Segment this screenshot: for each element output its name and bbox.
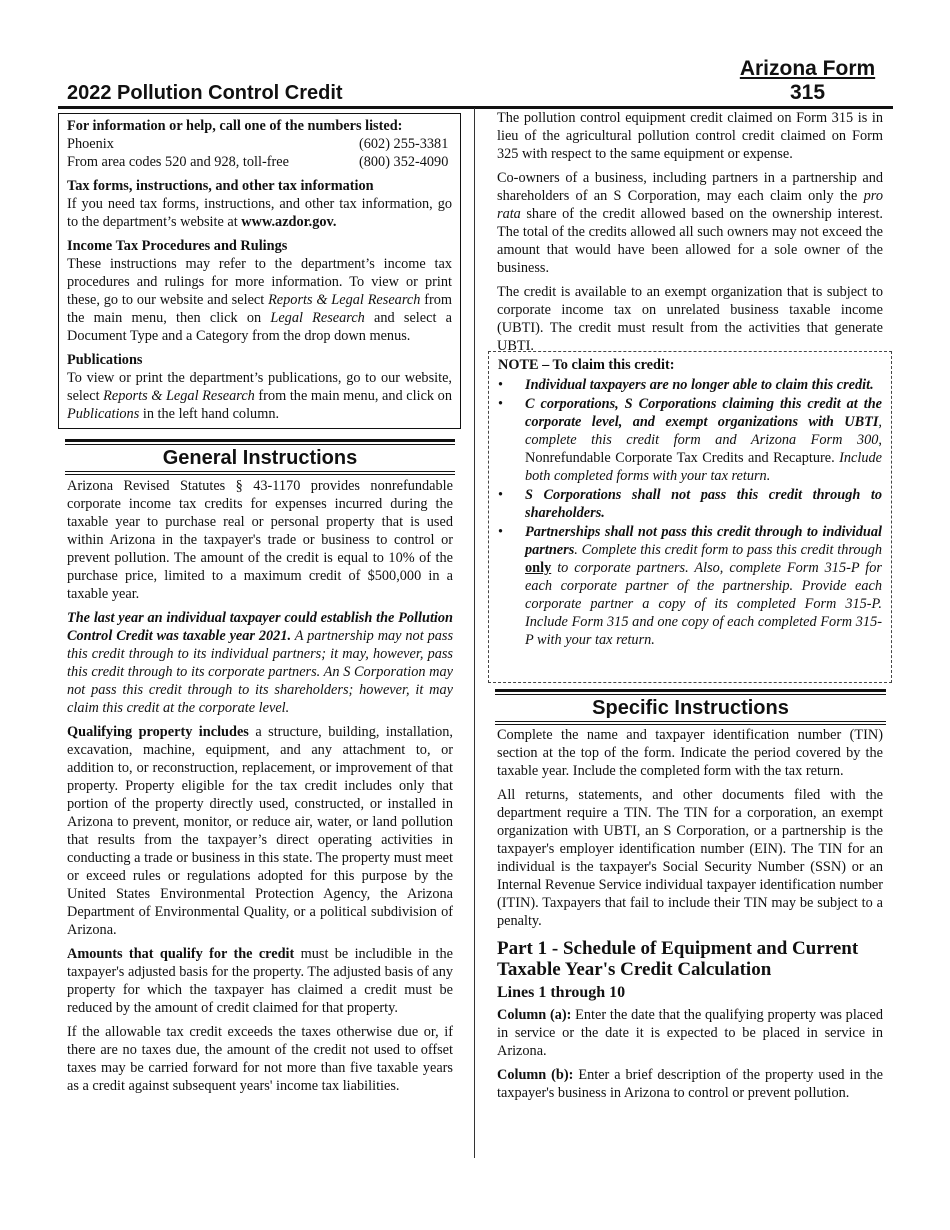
bullet-icon: • (498, 396, 504, 412)
forms-paragraph: If you need tax forms, instructions, and other tax information, go to the department’s website at www.azdor.gov. (67, 196, 452, 230)
specific-paragraph-1: Complete the name and taxpayer identification number (TIN) section at the top of the form. Indicate the period covered by the taxable year. Include the completed form with the tax return. (497, 727, 883, 779)
bullet-icon: • (498, 377, 504, 393)
publications-paragraph: To view or print the department’s publications, go to our website, select Reports & Legal Research from the main menu, and click on Publications in the left hand column. (67, 370, 452, 422)
general-instructions-heading: General Instructions (65, 439, 455, 475)
form-label-line1: Arizona Form (739, 57, 876, 80)
info-call-heading: For information or help, call one of the numbers listed: (67, 118, 403, 134)
reports-legal-research-link: Reports & Legal Research (103, 388, 255, 404)
column-a-paragraph: Column (a): Enter the date that the qualifying property was placed in service or the date it is expected to be placed in service in Arizona. (497, 1007, 883, 1059)
bullet-icon: • (498, 524, 504, 540)
specific-instructions-body (497, 726, 883, 1108)
note-list (498, 376, 882, 649)
general-paragraph-1: Arizona Revised Statutes § 43-1170 provides nonrefundable corporate income tax credits for expenses incurred during the taxable year to purchase real or personal property that is used within Arizona in the taxpayer's trade or business to control or prevent pollution. The amount of the credit is equal to 10% of the purchase price, limited to a maximum credit of $500,000 in a taxable year. (67, 478, 453, 602)
bullet-icon: • (498, 487, 504, 503)
right-column-intro (497, 109, 883, 361)
phone-label: Phoenix (67, 136, 114, 152)
note-heading: NOTE – To claim this credit: (498, 357, 675, 373)
general-paragraph-2: The last year an individual taxpayer could establish the Pollution Control Credit was taxable year 2021. A partnership may not pass this credit through to its individual partners; it may, however, pass this credit through to its corporate partners. An S Corporation may not pass this credit through to its shareholders; however, it may claim this credit at the corporate level. (67, 610, 454, 716)
info-box (58, 113, 461, 429)
specific-instructions-heading: Specific Instructions (495, 689, 886, 725)
note-item: • Individual taxpayers are no longer able to claim this credit. (498, 377, 874, 393)
publications-link: Publications (67, 406, 140, 422)
form-label-line2: 315 (789, 81, 826, 104)
reports-legal-research-link: Reports & Legal Research (268, 292, 421, 308)
general-instructions-body (67, 477, 453, 1101)
form-number (710, 57, 905, 105)
phone-number: (800) 352-4090 (359, 154, 449, 170)
right-paragraph-2: Co-owners of a business, including partners in a partnership and shareholders of an S Corporation, may each claim only the pro rata share of the credit allowed based on the ownership interest. The total of the credits allowed all such owners may not exceed the amount that would have been allowed for a sole owner of the business. (497, 170, 883, 276)
procedures-heading: Income Tax Procedures and Rulings (67, 238, 288, 254)
column-divider (474, 108, 475, 1158)
lines-heading: Lines 1 through 10 (497, 984, 626, 1001)
right-paragraph-3: The credit is available to an exempt organization that is subject to corporate income tax on unrelated business taxable income (UBTI). The credit must result from the activities that generate UBTI. (497, 284, 883, 354)
column-b-paragraph: Column (b): Enter a brief description of the property used in the taxpayer's business in Arizona to control or prevent pollution. (497, 1067, 883, 1101)
note-item: • C corporations, S Corporations claiming this credit at the corporate level, and exempt organizations with UBTI, complete this credit form and Arizona Form 300, Nonrefundable Corporate Tax Credits and Recapture. Include both completed forms with your tax return. (498, 396, 883, 484)
general-paragraph-4: Amounts that qualify for the credit must be includible in the taxpayer's adjusted basis for the property. The adjusted basis of any property for which the taxpayer has claimed a credit must be reduced by the amount of credit claimed for that property. (67, 946, 453, 1016)
legal-research-link: Legal Research (270, 310, 365, 326)
forms-heading: Tax forms, instructions, and other tax information (67, 178, 374, 194)
website-link[interactable]: www.azdor.gov. (241, 214, 337, 230)
page-title: 2022 Pollution Control Credit (67, 82, 343, 104)
part1-heading: Part 1 - Schedule of Equipment and Current Taxable Year's Credit Calculation (497, 938, 859, 980)
procedures-paragraph: These instructions may refer to the department’s income tax procedures and rulings for more information. To view or print these, go to our website and select Reports & Legal Research from the main menu, then click on Legal Research and select a Document Type and a Category from the drop down menus. (67, 256, 453, 344)
note-item: • S Corporations shall not pass this credit through to shareholders. (498, 487, 882, 521)
right-paragraph-1: The pollution control equipment credit claimed on Form 315 is in lieu of the agricultural pollution control credit claimed on Form 325 with respect to the same equipment or expense. (497, 110, 883, 162)
note-item: • Partnerships shall not pass this credit through to individual partners. Complete this credit form to pass this credit through only to corporate partners. Also, complete Form 315-P for each corporate partner of the partnership. Provide each corporate partner a copy of its completed Form 315-P. Include Form 315 and one copy of each completed Form 315-P with your tax return. (498, 524, 882, 648)
specific-paragraph-2: All returns, statements, and other documents filed with the department require a TIN. The TIN for a corporation, an exempt organization with UBTI, an S Corporation, or a partnership is the taxpayer's employer identification number (EIN). The TIN for an individual is the taxpayer's Social Security Number (SSN) or an Internal Revenue Service individual taxpayer identification number (ITIN). Taxpayers that fail to include their TIN may be subject to a penalty. (497, 787, 883, 929)
general-paragraph-3: Qualifying property includes a structure, building, installation, excavation, machine, equipment, and any attachment to, or addition to, or reconstruction, replacement, or improvement of that property. Property eligible for the tax credit includes only that portion of the property directly used, constructed, or installed in Arizona to prevent, monitor, or reduce air, water, or land pollution that results from the taxpayer’s direct operating activities in conducting a trade or business in this state. The property must meet or exceed rules or regulations adopted for this purpose by the United States Environmental Protection Agency, the Arizona Department of Environmental Quality, or a political subdivision of Arizona. (67, 724, 454, 938)
phone-row-phoenix (67, 135, 452, 153)
general-paragraph-5: If the allowable tax credit exceeds the taxes otherwise due or, if there are no taxes due, the amount of the credit not used to offset taxes may be carried forward for not more than five taxable years as a credit against subsequent years' income tax liabilities. (67, 1024, 453, 1094)
phone-row-tollfree (67, 153, 452, 171)
phone-number: (602) 255-3381 (359, 136, 449, 152)
phone-label: From area codes 520 and 928, toll-free (67, 154, 289, 170)
note-box (488, 351, 892, 683)
publications-heading: Publications (67, 352, 143, 368)
